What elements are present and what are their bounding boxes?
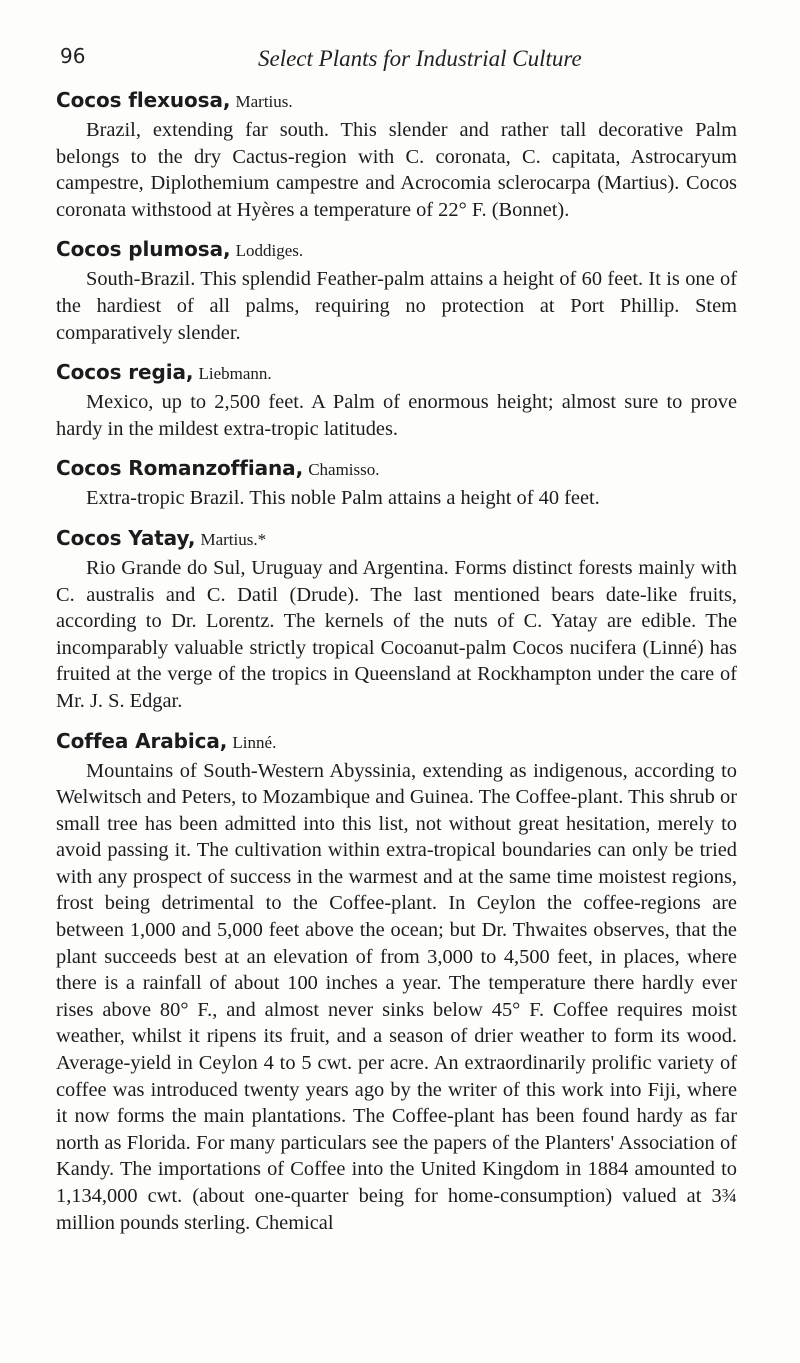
species-authority: Chamisso. <box>308 460 380 480</box>
entry-description: Mountains of South-Western Abyssinia, extending as indigenous, according to Welwitsch and Peters, to Mozambique and Guinea. The Coffee-plant. This shrub or small tree has been admitted into this list, not without great hesitation, merely to avoid passing it. The cultivation within extra-tropical boundaries can only be tried with any prospect of success in the warmest and at the same time moistest regions, frost being detrimental to the Coffee-plant. In Ceylon the coffee-regions are between 1,000 and 5,000 feet above the ocean; but Dr. Thwaites observes, that the plant succeeds best at an elevation of from 3,000 to 4,500 feet, in places, where there is a rainfall of about 100 inches a year. The temperature there hardly ever rises above 80° F., and almost never sinks below 45° F. Coffee requires moist weather, whilst it ripens its fruit, and a season of drier weather to form its wood. Average-yield in Ceylon 4 to 5 cwt. per acre. An extraordinarily prolific variety of coffee was introduced twenty years ago by the writer of this work into Fiji, where it now forms the main plantations. The Coffee-plant has been found hardy as far north as Florida. For many particulars see the papers of the Planters' Association of Kandy. The importations of Coffee into the United Kingdom in 1884 amounted to 1,134,000 cwt. (about one-quarter being for home-consumption) valued at 3¾ million pounds sterling. Chemical <box>56 759 737 1234</box>
species-name: Coffea Arabica, <box>56 728 228 753</box>
entry-description: South-Brazil. This splendid Feather-palm attains a height of 60 feet. It is one of the hardiest of all palms, requiring no protection at Port Phillip. Stem comparatively slender. <box>56 268 737 344</box>
entry-heading <box>56 359 737 387</box>
page-number: 96 <box>60 44 86 68</box>
entry-heading <box>56 728 737 756</box>
species-entry <box>56 728 737 1237</box>
species-entry <box>56 525 737 715</box>
entry-description: Brazil, extending far south. This slender and rather tall decorative Palm belongs to the dry Cactus-region with C. coronata, C. capitata, Astrocaryum campestre, Diplothemium campestre and Acrocomia sclerocarpa (Martius). Cocos coronata withstood at Hyères a temperature of 22° F. (Bonnet). <box>56 119 737 221</box>
page-body <box>56 87 737 1249</box>
species-entry <box>56 87 737 223</box>
entry-heading <box>56 87 737 115</box>
species-name: Cocos regia, <box>56 360 194 385</box>
species-authority: Liebmann. <box>198 364 272 384</box>
entry-description: Mexico, up to 2,500 feet. A Palm of enormous height; almost sure to prove hardy in the mildest extra-tropic latitudes. <box>56 391 737 440</box>
species-name: Cocos Yatay, <box>56 525 196 550</box>
species-entry <box>56 359 737 442</box>
species-name: Cocos Romanzoffiana, <box>56 456 304 481</box>
species-authority: Linné. <box>232 732 277 752</box>
entry-heading <box>56 525 737 553</box>
species-entry <box>56 455 737 512</box>
entry-description: Rio Grande do Sul, Uruguay and Argentina. Forms distinct forests mainly with C. australis and C. Datil (Drude). The last mentioned bears date-like fruits, according to Dr. Lorentz. The kernels of the nuts of C. Yatay are edible. The incomparably valuable strictly tropical Cocoanut-palm Cocos nucifera (Linné) has fruited at the verge of the tropics in Queensland at Rockhampton under the care of Mr. J. S. Edgar. <box>56 556 737 712</box>
species-authority: Loddiges. <box>235 241 304 261</box>
species-entry <box>56 236 737 346</box>
entry-description: Extra-tropic Brazil. This noble Palm attains a height of 40 feet. <box>86 487 600 510</box>
species-authority: Martius. <box>235 92 293 111</box>
entry-heading <box>56 236 737 264</box>
page-header <box>60 44 740 74</box>
species-name: Cocos flexuosa, <box>56 88 231 112</box>
species-authority: Martius.* <box>200 529 267 549</box>
entry-heading <box>56 455 737 483</box>
species-name: Cocos plumosa, <box>56 237 231 262</box>
running-title: Select Plants for Industrial Culture <box>258 46 582 71</box>
